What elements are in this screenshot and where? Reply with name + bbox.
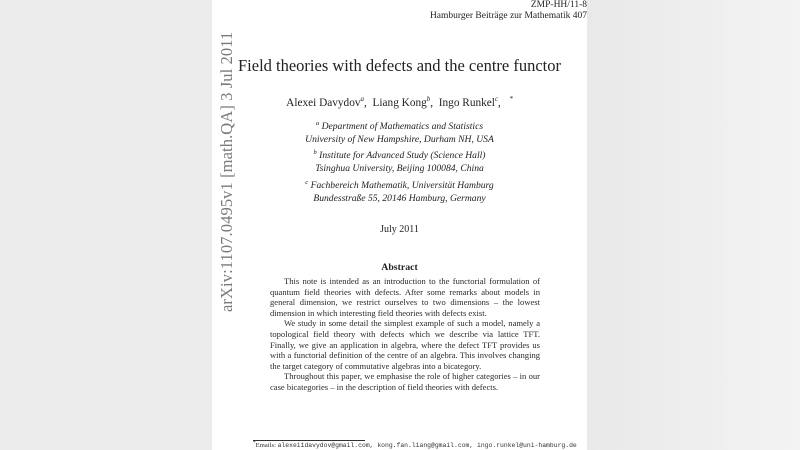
affiliation-a — [212, 117, 587, 146]
report-number-block — [430, 0, 587, 22]
affiliation-mark: b — [426, 95, 431, 103]
affiliation-mark: c — [305, 179, 309, 186]
affiliation-mark: a — [315, 120, 320, 127]
affiliation-line: University of New Hampshire, Durham NH, USA — [305, 134, 494, 146]
affiliation-line: Department of Mathematics and Statistics — [321, 121, 484, 133]
affiliation-line: Institute for Advanced Study (Science Hall) — [319, 150, 486, 162]
affiliation-c — [212, 176, 587, 205]
paper-date: July 2011 — [380, 224, 419, 235]
affiliation-mark: b — [313, 149, 317, 156]
author: Ingo Runkel — [438, 96, 495, 109]
viewer-background — [587, 0, 800, 450]
report-series: Hamburger Beiträge zur Mathematik 407 — [429, 11, 587, 21]
paper-title: Field theories with defects and the centre functor — [237, 56, 561, 75]
abstract-paragraph: Throughout this paper, we emphasise the role of higher categories – in our case bicategories – in the description of field theories with defects. — [270, 371, 540, 392]
paper-page — [212, 0, 587, 450]
email-footnote-mark: * — [509, 95, 513, 103]
author: Liang Kong — [372, 96, 427, 109]
affiliation-line: Bundesstraße 55, 20146 Hamburg, Germany — [313, 193, 486, 205]
affiliation-mark: a — [360, 95, 365, 103]
email-addresses: alexei1davydov@gmail.com, kong.fan.liang@gmail.com, ingo.runkel@uni-hamburg.de — [277, 442, 577, 450]
abstract-paragraph: This note is intended as an introduction to the functorial formulation of quantum field theories with defects. After some remarks about models in general dimension, we restrict ourselves to two dimensions – the lowest dimension in which interesting field theories with defects exist. — [270, 276, 540, 318]
affiliation-mark: c — [494, 95, 499, 103]
email-footnote — [253, 441, 577, 449]
abstract-heading: Abstract — [381, 262, 418, 273]
abstract-paragraph: We study in some detail the simplest example of such a model, namely a topological field theory with defects which we describe via lattice TFT. Finally, we give an application in algebra, where the defect TFT provides us with a functorial definition of the centre of an algebra. This involves changing the target category of commutative algebras into a bicategory. — [270, 318, 540, 371]
author: Alexei Davydov — [286, 96, 361, 109]
author-list: Alexei Davydov$^a$, Liang Kong$^b$, Ingo Runkel$^c$, * — [286, 95, 513, 109]
affiliation-b — [212, 146, 587, 175]
report-number: ZMP-HH/11-8 — [530, 0, 587, 10]
arxiv-stamp: arXiv:1107.0495v1 [math.QA] 3 Jul 2011 — [217, 31, 236, 312]
footnote-label: Emails: — [255, 442, 278, 450]
affiliation-line: Tsinghua University, Beijing 100084, China — [315, 163, 484, 175]
abstract-body — [270, 276, 540, 393]
footnote-mark: * — [253, 441, 256, 446]
affiliation-line: Fachbereich Mathematik, Universität Hamburg — [310, 180, 494, 192]
